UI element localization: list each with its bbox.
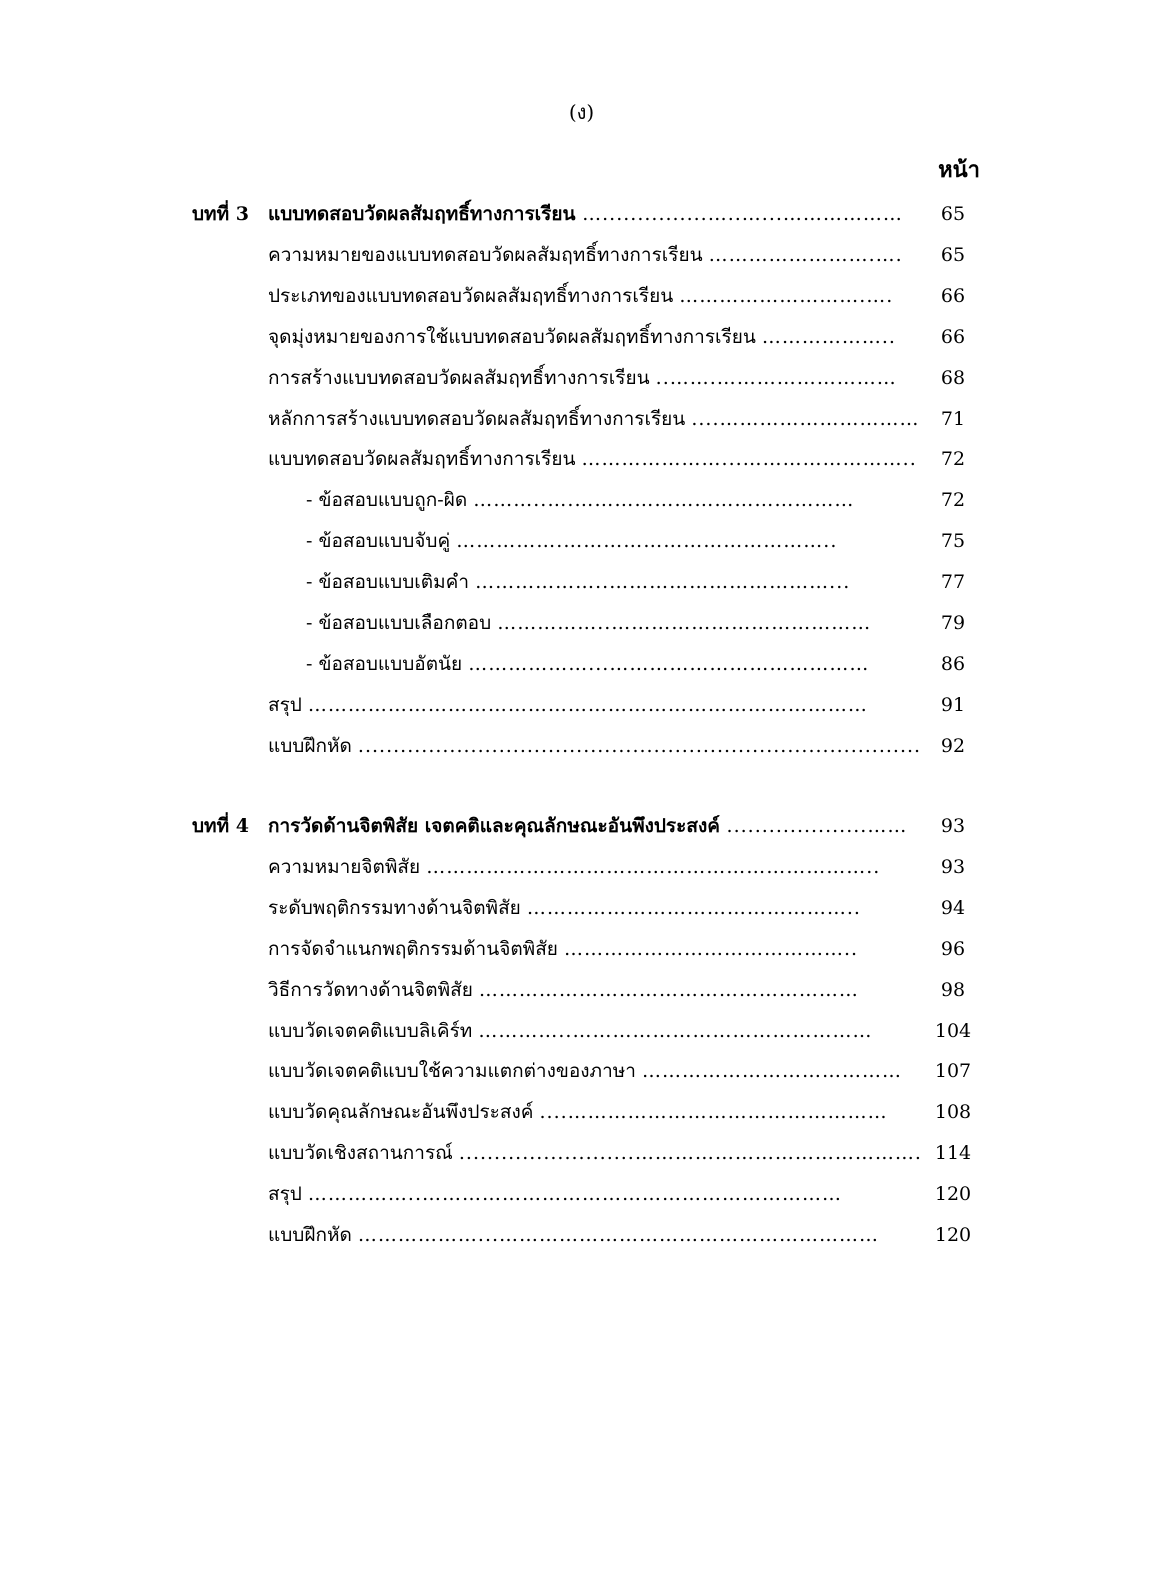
- dot-leader: …………………...……………………..: [581, 448, 917, 471]
- page-ref: 93: [940, 855, 966, 878]
- page-ref: 66: [940, 325, 966, 348]
- entry-title: สรุป …………………………………………………………………………: [268, 693, 868, 716]
- page-ref: 120: [934, 1224, 972, 1246]
- toc-entry-row: [0, 893, 1163, 923]
- toc-entry-row: [0, 1179, 1163, 1209]
- entry-title: ประเภทของแบบทดสอบวัดผลสัมฤทธิ์ทางการเรียน ……………………….….: [268, 284, 894, 307]
- page-ref: 108: [934, 1101, 972, 1124]
- dot-leader: ……………………….….: [679, 284, 894, 307]
- page-ref: 92: [940, 734, 966, 757]
- entry-title: ความหมายของแบบทดสอบวัดผลสัมฤทธิ์ทางการเรียน …………………….….: [268, 243, 903, 266]
- page-column-header: หน้า: [938, 157, 980, 183]
- entry-title: สรุป ……………..………………………………………………………: [268, 1183, 842, 1206]
- page-ref: 65: [940, 243, 966, 266]
- page-ref: 65: [940, 203, 966, 225]
- page-number: (ง): [568, 100, 595, 124]
- page-ref: 75: [940, 530, 966, 553]
- toc-entry-row: [0, 526, 1163, 556]
- page-ref: 104: [934, 1019, 972, 1042]
- dot-leader: …………………….….: [708, 243, 903, 266]
- page-ref: 79: [940, 612, 966, 634]
- dot-leader: .........................…………………………………….: [458, 1142, 922, 1165]
- toc-entry-row: [0, 975, 1163, 1005]
- page-ref: 71: [940, 407, 966, 430]
- toc-chapter-row: [0, 199, 1163, 229]
- page-ref: 66: [940, 284, 966, 307]
- dot-leader: ....…………………………………………: [539, 1101, 888, 1124]
- page-ref: 72: [940, 489, 966, 512]
- dot-leader: …...............…..…...………………: [582, 203, 903, 225]
- dot-leader: ……………………………………..: [563, 937, 859, 960]
- dot-leader: ……………..…………………………………: [497, 612, 872, 634]
- dot-leader: …………………………………………………: [478, 978, 859, 1001]
- dot-leader: ………………..: [761, 325, 896, 348]
- dot-leader: …………….…………………………………..: [456, 530, 838, 553]
- dot-leader: …………………………………: [641, 1060, 902, 1083]
- toc-chapter-row: [0, 811, 1163, 841]
- dot-leader: ……………..………………………………………………………: [307, 1183, 842, 1206]
- dot-leader: ..…….………………………: [655, 366, 897, 389]
- page-ref: 94: [940, 896, 966, 919]
- dot-leader: …………………………………………………………………………: [307, 693, 868, 716]
- entry-title: แบบวัดคุณลักษณะอันพึงประสงค์ ....…………………………………………: [268, 1101, 888, 1124]
- page-ref: 91: [940, 693, 966, 716]
- toc-entry-row: [0, 567, 1163, 597]
- entry-title: - ข้อสอบแบบอัตนัย ………………...…………………………………: [306, 652, 870, 675]
- toc-entry-row: [0, 1056, 1163, 1086]
- dot-leader: …………..………………………………………: [478, 1019, 873, 1042]
- toc-entry-row: [0, 1220, 1163, 1250]
- page-ref: 72: [940, 448, 966, 471]
- page-ref: 107: [934, 1060, 972, 1083]
- page-ref: 86: [940, 652, 966, 675]
- page-ref: 77: [940, 571, 966, 594]
- dot-leader: …………………………………………………………..: [426, 855, 881, 878]
- toc-entry-row: [0, 404, 1163, 434]
- entry-title: แบบฝึกหัด ................................................................................: [268, 734, 922, 757]
- page-ref: 98: [940, 978, 966, 1001]
- entry-title: ความหมายจิตพิสัย …………………………………………………………..: [268, 855, 881, 878]
- toc-entry-row: [0, 649, 1163, 679]
- toc-entry-row: [0, 322, 1163, 352]
- toc-entry-row: [0, 363, 1163, 393]
- toc-entry-row: [0, 240, 1163, 270]
- entry-title: การจัดจำแนกพฤติกรรมด้านจิตพิสัย ……………………………………..: [268, 937, 859, 960]
- entry-title: หลักการสร้างแบบทดสอบวัดผลสัมฤทธิ์ทางการเรียน ....…………………………: [268, 407, 920, 430]
- entry-title: - ข้อสอบแบบจับคู่ …………….…………………………………..: [306, 530, 838, 553]
- entry-title: จุดมุ่งหมายของการใช้แบบทดสอบวัดผลสัมฤทธิ์ทางการเรียน ………………..: [268, 325, 896, 348]
- toc-entry-row: [0, 1138, 1163, 1168]
- entry-title: แบบวัดเชิงสถานการณ์ .........................…………………………………….: [268, 1142, 922, 1165]
- page-ref: 114: [934, 1142, 972, 1165]
- entry-title: การสร้างแบบทดสอบวัดผลสัมฤทธิ์ทางการเรียน ..…….………………………: [268, 366, 897, 389]
- dot-leader: ....................……: [726, 815, 908, 837]
- chapter-title: แบบทดสอบวัดผลสัมฤทธิ์ทางการเรียน …...............…..…...………………: [268, 203, 903, 225]
- toc-entry-row: [0, 485, 1163, 515]
- toc-entry-row: [0, 690, 1163, 720]
- page-ref: 96: [940, 937, 966, 960]
- page-ref: 93: [940, 815, 966, 837]
- toc-entry-row: [0, 1016, 1163, 1046]
- entry-title: - ข้อสอบแบบถูก-ผิด ………..….……………………………………: [306, 489, 855, 512]
- dot-leader: ………………..……………………………...: [475, 571, 851, 594]
- entry-title: แบบทดสอบวัดผลสัมฤทธิ์ทางการเรียน …………………...……………………..: [268, 448, 917, 471]
- entry-title: วิธีการวัดทางด้านจิตพิสัย …………………………………………………: [268, 978, 859, 1001]
- dot-leader: ………………...…………………………………: [468, 652, 870, 675]
- chapter-title: การวัดด้านจิตพิสัย เจตคติและคุณลักษณะอันพึงประสงค์ ....................……: [268, 815, 908, 837]
- toc-entry-row: [0, 281, 1163, 311]
- dot-leader: ………..….……………………………………: [473, 489, 855, 512]
- entry-title: แบบฝึกหัด ………………...…………………………………………………: [268, 1224, 880, 1246]
- chapter-label: บทที่ 4: [192, 815, 249, 837]
- entry-title: แบบวัดเจตคติแบบใช้ความแตกต่างของภาษา …………………………………: [268, 1060, 902, 1083]
- chapter-label: บทที่ 3: [192, 203, 249, 225]
- page-ref: 68: [940, 366, 966, 389]
- toc-entry-row: [0, 444, 1163, 474]
- entry-title: - ข้อสอบแบบเลือกตอบ ……………..…………………………………: [306, 612, 872, 634]
- toc-entry-row: [0, 934, 1163, 964]
- dot-leader: ................................................................................: [357, 734, 922, 757]
- dot-leader: …………………………………………..: [526, 896, 861, 919]
- toc-entry-row: [0, 852, 1163, 882]
- toc-entry-row: [0, 1097, 1163, 1127]
- entry-title: - ข้อสอบแบบเติมคำ ………………..……………………………...: [306, 571, 851, 594]
- dot-leader: ………………...…………………………………………………: [357, 1224, 880, 1246]
- entry-title: แบบวัดเจตคติแบบลิเคิร์ท …………..………………………………………: [268, 1019, 873, 1042]
- toc-entry-row: [0, 608, 1163, 638]
- entry-title: ระดับพฤติกรรมทางด้านจิตพิสัย …………………………………………..: [268, 896, 861, 919]
- dot-leader: ....…………………………: [691, 407, 920, 430]
- page-ref: 120: [934, 1183, 972, 1206]
- toc-entry-row: [0, 731, 1163, 761]
